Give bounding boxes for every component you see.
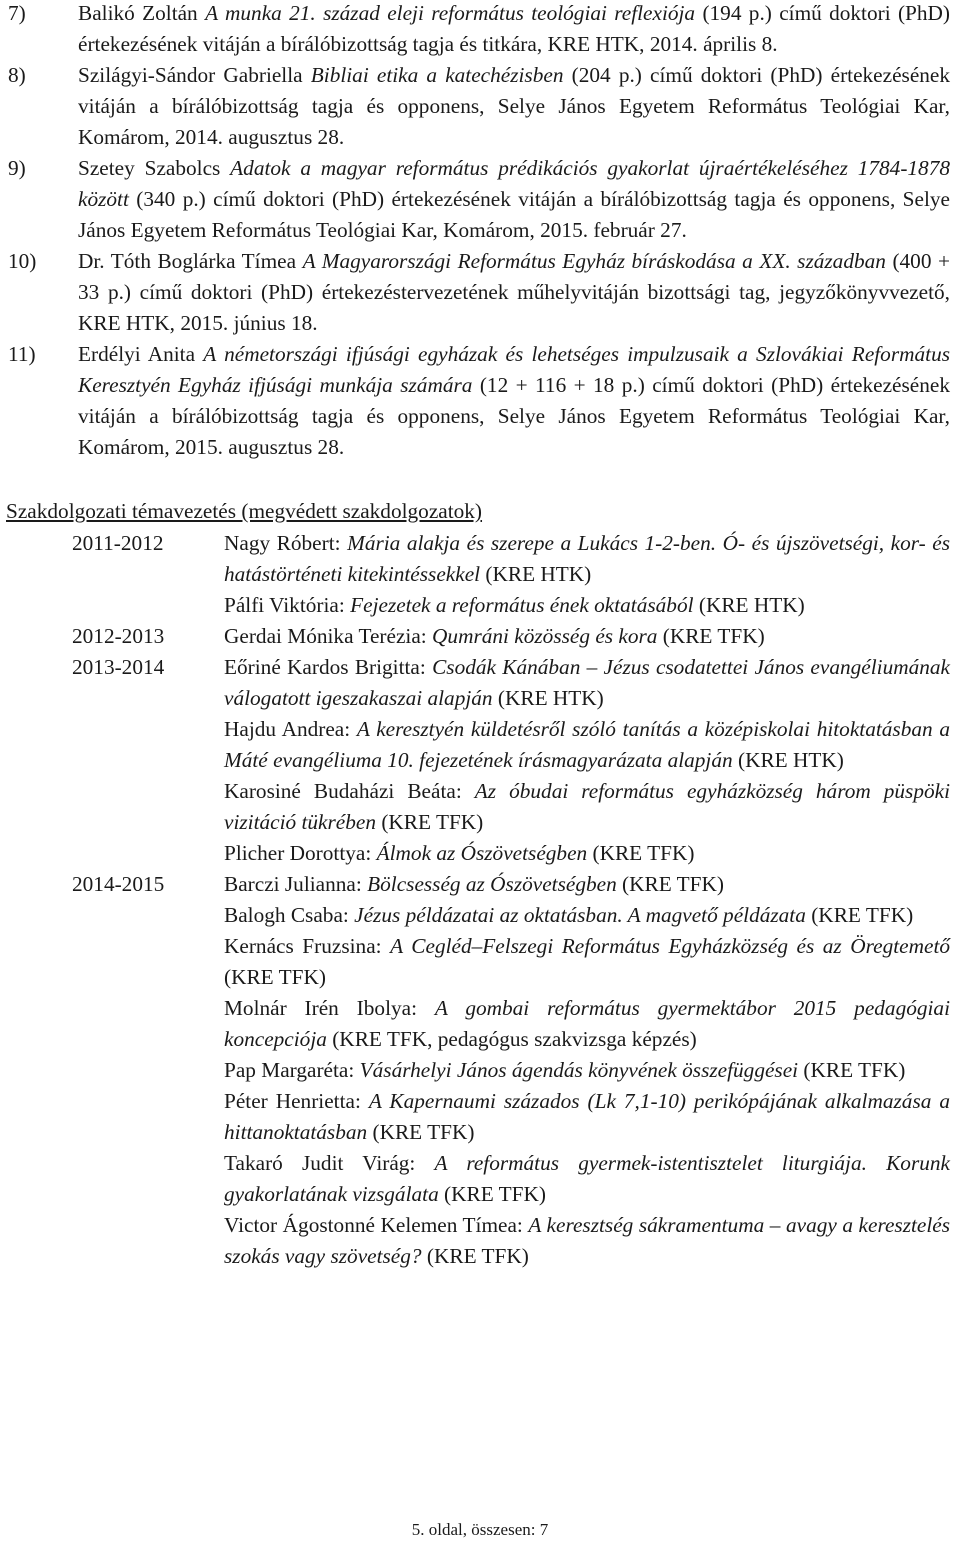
thesis-title: A református gyermek-istentisztelet liturgiája. Korunk gyakorlatának vizsgálata: [224, 1151, 950, 1206]
thesis-title: Vásárhelyi János ágendás könyvének összefüggései: [359, 1058, 799, 1082]
student-name: Péter Henrietta:: [224, 1089, 361, 1113]
thesis-title: Mária alakja és szerepe a Lukács 1-2-ben. Ó- és újszövetségi, kor- és hatástörténeti kitekintéssekkel: [224, 531, 950, 586]
item-details: (400 + 33 p.) című doktori (PhD) értekezéstervezetének műhelyvitáján bizottsági tag, jegyzőkönyvvezető, KRE HTK, 2015. június 18.: [78, 249, 950, 335]
item-details: (194 p.) című doktori (PhD) értekezésének vitáján a bírálóbizottság tagja és titkára, KRE HTK, 2014. április 8.: [78, 1, 951, 56]
thesis-title: Csodák Kánában – Jézus csodatettei János evangéliumának válogatott igeszakaszai alapján: [224, 655, 950, 710]
item-number: 11): [8, 342, 36, 366]
thesis-column: [224, 528, 950, 621]
student-name: Eőriné Kardos Brigitta:: [224, 655, 426, 679]
institution: (KRE TFK): [372, 1120, 475, 1144]
list-item: [8, 339, 950, 463]
student-name: Molnár Irén Ibolya:: [224, 996, 417, 1020]
institution: (KRE TFK): [803, 1058, 906, 1082]
thesis-entry: [224, 1210, 950, 1272]
student-name: Hajdu Andrea:: [224, 717, 351, 741]
thesis-column: [224, 621, 950, 652]
year-group: [72, 652, 950, 869]
thesis-column: [224, 652, 950, 869]
institution: (KRE TFK): [444, 1182, 546, 1206]
academic-year: 2011-2012: [72, 531, 164, 555]
thesis-title: A Kapernaumi százados (Lk 7,1-10) perikópájának alkalmazása a hittanoktatásban: [224, 1089, 950, 1144]
thesis-title: Álmok az Ószövetségben: [376, 841, 588, 865]
candidate-name: Szilágyi-Sándor Gabriella: [78, 63, 303, 87]
thesis-entry: [224, 900, 950, 931]
thesis-title: A Cegléd–Felszegi Református Egyházközség és az Öregtemető: [390, 934, 951, 958]
theses-list: [72, 528, 950, 1272]
thesis-title: Qumráni közösség és kora: [432, 624, 658, 648]
student-name: Plicher Dorottya:: [224, 841, 372, 865]
institution: (KRE TFK): [381, 810, 484, 834]
thesis-entry: [224, 993, 950, 1055]
academic-year: 2014-2015: [72, 872, 165, 896]
thesis-entry: [224, 714, 950, 776]
item-number: 8): [8, 63, 26, 87]
thesis-column: [224, 869, 950, 1272]
thesis-entry: [224, 590, 950, 621]
item-number: 9): [8, 156, 26, 180]
thesis-title: Jézus példázatai az oktatásban. A magvető példázata: [354, 903, 806, 927]
item-details: (340 p.) című doktori (PhD) értekezésének vitáján a bírálóbizottság tagja és opponens, Selye János Egyetem Református Teológiai Kar, Komárom, 2015. február 27.: [78, 187, 950, 242]
dissertation-title: Bibliai etika a katechézisben: [310, 63, 564, 87]
dissertation-title: A Magyarországi Református Egyház bíráskodása a XX. században: [302, 249, 886, 273]
thesis-entry: [224, 621, 950, 652]
thesis-title: A gombai református gyermektábor 2015 pedagógiai koncepciója: [224, 996, 950, 1051]
thesis-entry: [224, 838, 950, 869]
item-details: (12 + 116 + 18 p.) című doktori (PhD) értekezésének vitáján a bírálóbizottság tagja és opponens, Selye János Egyetem Református Teológiai Kar, Komárom, 2015. augusztus 28.: [78, 373, 951, 459]
student-name: Kernács Fruzsina:: [224, 934, 382, 958]
institution: (KRE HTK): [485, 562, 592, 586]
item-details: (204 p.) című doktori (PhD) értekezésének vitáján a bírálóbizottság tagja és opponens, Selye János Egyetem Református Teológiai Kar, Komárom, 2014. augusztus 28.: [78, 63, 951, 149]
candidate-name: Dr. Tóth Boglárka Tímea: [78, 249, 297, 273]
page-footer: 5. oldal, összesen: 7: [411, 1520, 549, 1539]
student-name: Pálfi Viktória:: [224, 593, 345, 617]
student-name: Victor Ágostonné Kelemen Tímea:: [224, 1213, 523, 1237]
thesis-entry: [224, 776, 950, 838]
year-group: [72, 528, 950, 621]
item-number: 10): [8, 249, 37, 273]
candidate-name: Erdélyi Anita: [78, 342, 196, 366]
student-name: Pap Margaréta:: [224, 1058, 355, 1082]
list-item: [8, 0, 950, 60]
list-item: [8, 246, 950, 339]
year-group: [72, 621, 950, 652]
thesis-entry: [224, 1148, 950, 1210]
dissertation-title: Adatok a magyar református prédikációs gyakorlat újraértékeléséhez 1784-1878 között: [78, 156, 950, 211]
section-heading: Szakdolgozati témavezetés (megvédett szakdolgozatok): [6, 499, 483, 523]
thesis-title: A keresztség sákramentuma – avagy a keresztelés szokás vagy szövetség?: [224, 1213, 951, 1268]
item-number: 7): [8, 1, 26, 25]
dissertation-title: A németországi ifjúsági egyházak és lehetséges impulzusaik a Szlovákiai Református Keresztyén Egyház ifjúsági munkája számára: [78, 342, 951, 397]
thesis-title: A keresztyén küldetésről szóló tanítás a középiskolai hitoktatásban a Máté evangéliuma 10. fejezetének írásmagyarázata alapján: [224, 717, 950, 772]
academic-year: 2013-2014: [72, 655, 165, 679]
institution: (KRE HTK): [698, 593, 805, 617]
candidate-name: Balikó Zoltán: [78, 1, 198, 25]
student-name: Takaró Judit Virág:: [224, 1151, 416, 1175]
academic-year: 2012-2013: [72, 624, 165, 648]
student-name: Karosiné Budaházi Beáta:: [224, 779, 462, 803]
student-name: Barczi Julianna:: [224, 872, 362, 896]
thesis-title: Bölcsesség az Ószövetségben: [367, 872, 617, 896]
institution: (KRE TFK): [592, 841, 695, 865]
student-name: Nagy Róbert:: [224, 531, 341, 555]
candidate-name: Szetey Szabolcs: [78, 156, 221, 180]
thesis-entry: [224, 528, 950, 590]
thesis-entry: [224, 1086, 950, 1148]
thesis-title: Fejezetek a református ének oktatásából: [350, 593, 694, 617]
institution: (KRE TFK, pedagógus szakvizsga képzés): [332, 1027, 697, 1051]
dissertation-title: A munka 21. század eleji református teológiai reflexiója: [205, 1, 696, 25]
institution: (KRE TFK): [224, 965, 326, 989]
institution: (KRE HTK): [497, 686, 604, 710]
student-name: Gerdai Mónika Terézia:: [224, 624, 427, 648]
institution: (KRE TFK): [622, 872, 724, 896]
list-item: [8, 60, 950, 153]
opponent-activity-list: [8, 0, 950, 463]
thesis-entry: [224, 652, 950, 714]
institution: (KRE TFK): [662, 624, 765, 648]
thesis-entry: [224, 869, 950, 900]
student-name: Balogh Csaba:: [224, 903, 349, 927]
institution: (KRE TFK): [426, 1244, 529, 1268]
thesis-title: Az óbudai református egyházközség három püspöki vizitáció tükrében: [224, 779, 951, 834]
list-item: [8, 153, 950, 246]
thesis-entry: [224, 931, 950, 993]
institution: (KRE HTK): [737, 748, 844, 772]
year-group: [72, 869, 950, 1272]
institution: (KRE TFK): [811, 903, 914, 927]
thesis-entry: [224, 1055, 950, 1086]
